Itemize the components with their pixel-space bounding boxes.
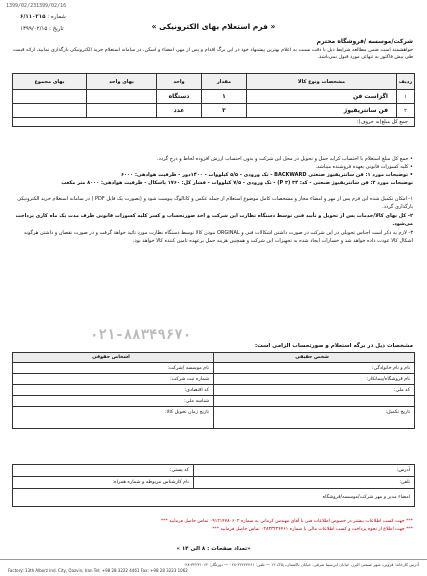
technical-contact-note: *** جهت کسب اطلاعات بیشتر در خصوص اطلاعات فنی با آقای مهندس کرمانی به شماره ۰۹۱۲۱۴۷۸۰۶۰۲ تماس حاصل فرمایید ***: [160, 519, 413, 524]
table-row: [13, 104, 415, 118]
natural-person-header: شخص حقیقی: [214, 353, 415, 363]
note-item: • جمع کل مبلغ استعلام با احتساب کرایه حمل و تحویل در محل این شرکت و بدون احتساب ارزش افزوده لحاظ و درج گردد.: [13, 155, 413, 163]
table-row: [13, 385, 415, 396]
spec-section-title: مشخصات ذیل در برگه استعلام و صورتحساب الزامی است:: [254, 343, 413, 349]
term-2: ۲- کل بهای کالا/خدمات پس از تحویل و تأیید فنی توسط دستگاه نظارت این شرکت و اخذ صورتحساب و کسر کلیه کسورات قانونی ظرف مدت یک ماه کاری پرداخت می‌شود.: [15, 213, 413, 227]
table-row: [13, 396, 415, 407]
table-row: [13, 363, 415, 374]
contact-notes: [13, 518, 413, 534]
spec-field[interactable]: کد اقتصادی:: [13, 385, 214, 396]
doc-number: [20, 14, 66, 20]
footer-address-fa: آدرس کارخانه: قزوین، شهر صنعتی البرز، خیابان ابن‌سینا شرقی، خیابان تاکستان، پلاک ۱۲ — تلفن: ۳۲۲۲۴۴۶۱-۰۲۸ — دورنگار: ۳۲۲۳۱۰۶۲-۰۲۸: [183, 562, 419, 567]
col-total: بهای مجموع: [13, 74, 87, 90]
item-qty: ۱: [202, 90, 247, 104]
doc-number-label: شماره :: [47, 14, 66, 20]
item-total[interactable]: [13, 104, 87, 118]
page-footer: [0, 559, 427, 576]
col-qty: مقدار: [202, 74, 247, 90]
spec-field[interactable]: نام و نام خانوادگی:: [214, 363, 415, 374]
row-number: ۲: [397, 104, 415, 118]
signature-field[interactable]: امضاء مدیر و مهر شرکت/موسسه/فروشگاه: [13, 489, 415, 507]
spec-field[interactable]: تاریخ زمان تحویل کالا:: [13, 407, 214, 429]
spec-header-row: [13, 353, 415, 363]
company-line: شرکت/موسسه /فروشگاه محترم: [316, 38, 413, 45]
spec-field[interactable]: شماره ثبت شرکت:: [13, 374, 214, 385]
col-row: ردیف: [397, 74, 415, 90]
item-name: اگزاست فن: [247, 90, 397, 104]
table-row: [13, 374, 415, 385]
term-1: ۱- امکان تکمیل شده این فرم پس از مهر و امضاء مجاز و مشخصات کامل موضوع استعلام از جمله عکس و کاتالوگ پیوست شود و (بصورت یک فایل PDF ) در سامانه استعلام خرید الکترونیکی بارگذاری گردد.: [17, 196, 413, 210]
note-item-2-description: توضیحات مورد ۲: فن سانتریفیوژ صنعتی - کد: ۳۴ (۳ P) - تک ورودی - ۷/۵ کیلووات - فشار کل: ۱۷۶۰ پاسکال - ظرفیت هوادهی: ۸۰۰۰ متر مکعب: [61, 180, 413, 186]
address-field[interactable]: آدرس:: [193, 465, 414, 477]
spec-field[interactable]: نام فروشگاه/پیمانکار:: [214, 374, 415, 385]
notes-list: [13, 155, 413, 187]
table-row: [13, 477, 415, 489]
table-row: [13, 465, 415, 477]
item-total[interactable]: [13, 90, 87, 104]
date-stamp-2: 1399/02/16: [36, 3, 67, 9]
document-header: [0, 0, 427, 18]
row-number: ۱: [397, 90, 415, 104]
items-header-row: [13, 74, 415, 90]
footer-address-en: Factory: 13th Alborz Ind. City, Qazvin, Iran Tel: +98 28 3222 4461 Fax: +98 28 3223 1062: [8, 568, 188, 573]
intro-paragraph: خواهشمند است ضمن مطالعه شرایط ذیل با دقت نسبت به اعلام بهترین پیشنهاد خود در این برگ اقدام و پس از مهر، امضاء و اسکن، در سامانه استعلام خرید الکترونیکی بارگذاری نمایید، ارائه قیمت طی پیش فاکتور به تنهائی مورد قبول نمی‌باشد.: [13, 47, 413, 60]
item-unit-price[interactable]: [87, 90, 157, 104]
page-count: «تعداد صفحات : ۸ الی ۱۴ »: [176, 546, 251, 552]
spec-field[interactable]: تاریخ تکمیل:: [214, 407, 415, 429]
item-unit: دستگاه: [157, 90, 202, 104]
contact-field[interactable]: نام کارشناس مربوطه و شماره همراه:: [13, 477, 194, 489]
address-table: [12, 464, 415, 507]
doc-date-value: ۱۳۹۹/۰۲/۱۵: [20, 26, 48, 32]
note-item: • کلیه کسورات قانونی بعهده فروشنده میباشد.: [13, 163, 413, 171]
item-unit: عدد: [157, 104, 202, 118]
table-row: [13, 407, 415, 429]
legal-entity-header: اشخاص حقوقی: [13, 353, 214, 363]
table-row: [13, 489, 415, 507]
spec-field[interactable]: نام موسسه /شرکت:: [13, 363, 214, 374]
items-table: [12, 73, 415, 127]
spec-field[interactable]: کد ملی:: [214, 385, 415, 396]
note-item-1-description: • توضیحات مورد ۱: فن سانتریفیوژ صنعتی BACKWARD - تک ورودی - ۵/۵ کیلووات - ۱۴۰۰دور - ظرفیت هوادهی: ۶۰۰۰: [13, 171, 413, 179]
col-unit: واحد: [157, 74, 202, 90]
terms-paragraphs: [13, 196, 413, 245]
table-row: [13, 90, 415, 104]
phone-watermark: ۰۲۱-۸۸۳۴۹۶۷۰: [90, 327, 192, 343]
date-stamp-1: 1399/02/23: [6, 3, 37, 9]
col-spec: مشخصات ونوع کالا: [247, 74, 397, 90]
form-title: « فرم استعلام بهای الکترونیکی »: [151, 22, 276, 31]
phone-field[interactable]: تلفن:: [193, 477, 414, 489]
doc-date-label: تاریخ :: [49, 26, 64, 32]
item-unit-price[interactable]: [87, 104, 157, 118]
spec-table: [12, 352, 415, 429]
total-amount-label[interactable]: جمع کل مبلغ(به حروف):: [13, 118, 415, 127]
spec-field[interactable]: [214, 396, 415, 407]
col-unit-price: بهای واحد: [87, 74, 157, 90]
financial-contact-note: *** جهت اطلاع از نحوه پرداخت و کسب اطلاعات مالی با شماره ۰۲۸۳۳۲۲۴۴۶۱ تماس حاصل فرمایید ***: [212, 527, 413, 532]
postal-code-field[interactable]: کد پستی:: [13, 465, 194, 477]
item-name: فن سانتریفیوژ: [247, 104, 397, 118]
item-qty: ۲: [202, 104, 247, 118]
term-3: ۳- لازم به ذکر است اجناس تحویلی در این شرکت در صورت داشتن اشکالات فنی و ORGINAL نبودن کالا توسط دستگاه نظارت مورد تائید خواهد گرفت و در صورت نقصان و داشتن هرگونه اشکال کالا عودت داده خواهد شد و خسارات ایجاد شده به تجهیزات این شرکت و همچنین هزینه حمل برعهده تامین کننده کالا خواهد بود.: [23, 230, 413, 244]
total-row: [13, 118, 415, 127]
spec-field[interactable]: شناسه ملی:: [13, 396, 214, 407]
doc-number-value: ۶/۱۱۰۲۱۵: [20, 14, 46, 20]
